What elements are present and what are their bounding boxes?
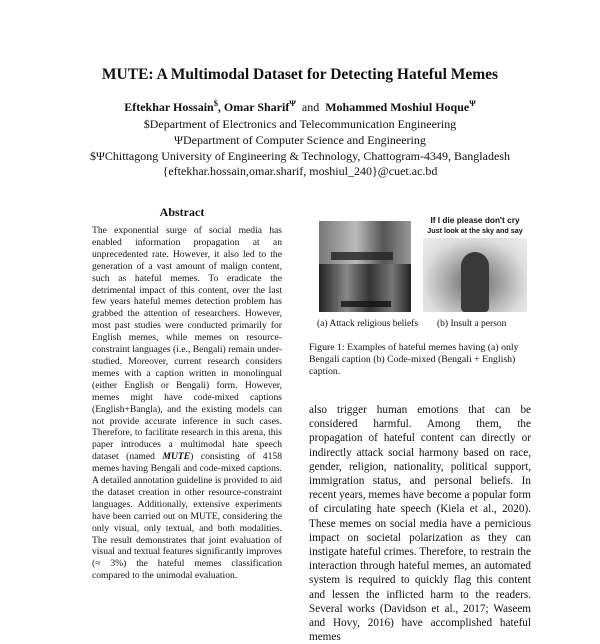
meme-caption: If I die please don't cry	[430, 215, 520, 225]
affiliation-line: ΨDepartment of Computer Science and Engineering	[174, 133, 426, 147]
subcaption-a: (a) Attack religious beliefs	[317, 319, 419, 329]
author-name: Eftekhar Hossain	[124, 100, 214, 114]
affil-mark: Ψ	[289, 99, 296, 108]
paper-title: MUTE: A Multimodal Dataset for Detecting Hateful Memes	[101, 66, 499, 83]
figure-1	[315, 212, 530, 332]
affil-mark: Ψ	[469, 99, 476, 108]
meme-caption: Just look at the sky and say	[427, 226, 523, 235]
abstract-text	[92, 225, 282, 582]
author-conjunction: and	[301, 100, 320, 114]
meme-image-religious	[315, 212, 415, 312]
meme-image-insult	[423, 212, 527, 312]
figure-caption: Figure 1: Examples of hateful memes having (a) only Bengali caption (b) Code-mixed (Bengali + English) caption.	[309, 342, 519, 377]
abstract-part: The exponential surge of social media has enabled information propagation at an unprecedented rate. However, it also led to the generation of a vast amount of malign content, such as hateful memes. To eradicate the detrimental impact of this content, over the last few years hateful memes detection problem has grabbed the attention of researchers. However, most past studies were conducted primarily for English memes, while memes on resource-constraint languages (i.e., Bengali) remain under-studied. Moreover, current research considers memes with a caption written in monolingual (either English or Bengali) form. However, memes might have code-mixed captions (English+Bangla), and the existing models can not provide accurate inference in such cases. Therefore, to facilitate research in this arena, this paper introduces a multimodal hate speech dataset (named	[92, 225, 283, 463]
dataset-name: MUTE	[162, 451, 191, 463]
abstract-heading: Abstract	[159, 205, 205, 219]
author-name: Omar Sharif	[223, 100, 290, 114]
body-paragraph: also trigger human emotions that can be considered harmful. Among them, the propagation of hateful content can directly or indirectly attack social harmony based on race, gender, religion, nationality, political support, immigration status, and personal beliefs. In recent years, memes have become a popular form of circulating hate speech (Kiela et al., 2020). These memes on social media have a pernicious impact on societal polarization as they can instigate hateful crimes. Therefore, to restrain the interaction through hateful memes, an automated system is required to quickly flag this content and lessen the inflicted harm to the readers. Several works (Davidson et al., 2017; Waseem and Hovy, 2016) have accomplished hateful memes	[309, 404, 531, 644]
affiliation-line: $Department of Electronics and Telecommunication Engineering	[143, 117, 457, 131]
email-line: {eftekhar.hossain,omar.sharif, moshiul_240}@cuet.ac.bd	[162, 164, 438, 178]
affiliation-line: $ΨChittagong University of Engineering & Technology, Chattogram-4349, Bangladesh	[90, 149, 510, 163]
affil-mark: $	[213, 99, 218, 108]
author-line: Eftekhar Hossain$, Omar Sharif$^\Psi$ and Mohammed Moshiul Hoque$^\Psi$	[124, 99, 476, 114]
subcaption-b: (b) Insult a person	[437, 319, 507, 329]
author-name: Mohammed Moshiul Hoque	[325, 100, 470, 114]
abstract-part: ) consisting of 4158 memes having Bengali and code-mixed captions. A detailed annotation guideline is provided to aid the dataset creation in other resource-constraint languages. Additionally, extensive experiments have been carried out on MUTE, considering the only visual, only textual, and both modalities. The result demonstrates that joint evaluation of visual and textual features significantly improves (≈ 3%) the hateful memes classification compared to the unimodal evaluation.	[92, 451, 282, 582]
